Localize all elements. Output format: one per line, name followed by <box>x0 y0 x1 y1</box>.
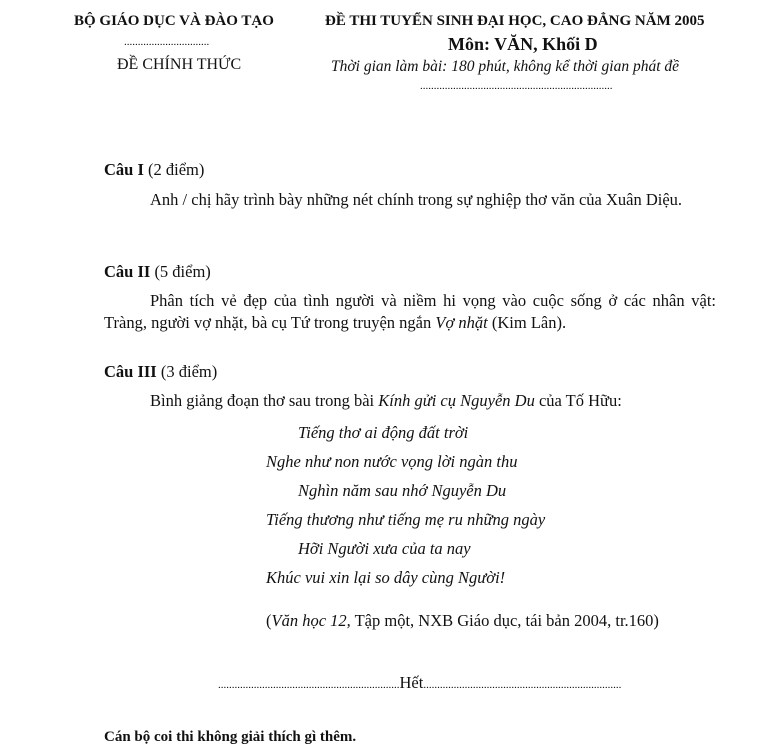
poem-line: Nghe như non nước vọng lời ngàn thu <box>266 452 518 471</box>
footer-note: Cán bộ coi thi không giải thích gì thêm. <box>104 729 357 745</box>
question-2-points: (5 điểm) <box>154 262 211 281</box>
end-dots-left: .................................................................. <box>218 679 400 691</box>
poem-line: Khúc vui xin lại so dây cùng Người! <box>266 568 506 587</box>
exam-time: Thời gian làm bài: 180 phút, không kể thời gian phát đề <box>331 58 680 75</box>
question-1-text-block <box>104 189 716 211</box>
question-1-text: Anh / chị hãy trình bày những nét chính trong sự nghiệp thơ văn của Xuân Diệu. <box>150 190 683 209</box>
exam-title: ĐỀ THI TUYỂN SINH ĐẠI HỌC, CAO ĐẲNG NĂM 2005 <box>325 13 705 29</box>
question-1-points: (2 điểm) <box>148 160 205 179</box>
end-marker <box>218 673 621 693</box>
question-3-intro-before: Bình giảng đoạn thơ sau trong bài <box>150 391 379 410</box>
question-3-intro-after: của Tố Hữu: <box>534 391 622 410</box>
question-2-label: Câu II <box>104 262 151 281</box>
question-3-heading <box>104 362 217 382</box>
poem-line: Hỡi Người xưa của ta nay <box>298 539 471 558</box>
question-1-heading <box>104 160 204 180</box>
question-3-points: (3 điểm) <box>160 362 218 381</box>
source-open: ( <box>266 611 272 630</box>
question-2-text-after: (Kim Lân). <box>487 313 567 332</box>
exam-subject: Môn: VĂN, Khối D <box>448 34 598 54</box>
poem-line: Tiếng thương như tiếng mẹ ru những ngày <box>266 510 546 529</box>
poem-source <box>266 611 659 631</box>
end-dots-right: ........................................................................ <box>423 679 622 691</box>
header-divider: ...................................................................... <box>420 80 613 92</box>
poem-line: Tiếng thơ ai động đất trời <box>298 423 469 442</box>
question-2-heading <box>104 262 211 282</box>
question-3-work-title: Kính gửi cụ Nguyễn Du <box>378 391 535 410</box>
source-book: Văn học 12, <box>271 611 351 630</box>
question-2-work-title: Vợ nhặt <box>435 313 488 332</box>
end-word: Hết <box>399 673 424 692</box>
ministry-name: BỘ GIÁO DỤC VÀ ĐÀO TẠO <box>74 13 274 29</box>
official-label: ĐỀ CHÍNH THỨC <box>117 56 242 73</box>
source-rest: Tập một, NXB Giáo dục, tái bản 2004, tr.160) <box>350 611 659 630</box>
poem-line: Nghìn năm sau nhớ Nguyễn Du <box>298 481 507 500</box>
question-3-intro <box>150 391 622 411</box>
ministry-divider: ............................... <box>124 36 210 48</box>
question-1-label: Câu I <box>104 160 144 179</box>
question-3-label: Câu III <box>104 362 157 381</box>
question-2-text-before: Phân tích vẻ đẹp của tình người và niềm hi vọng vào cuộc sống ở các nhân vật: Tràng, người vợ nhặt, bà cụ Tứ trong truyện ngắn <box>104 291 716 332</box>
question-2-text-block <box>104 290 716 334</box>
